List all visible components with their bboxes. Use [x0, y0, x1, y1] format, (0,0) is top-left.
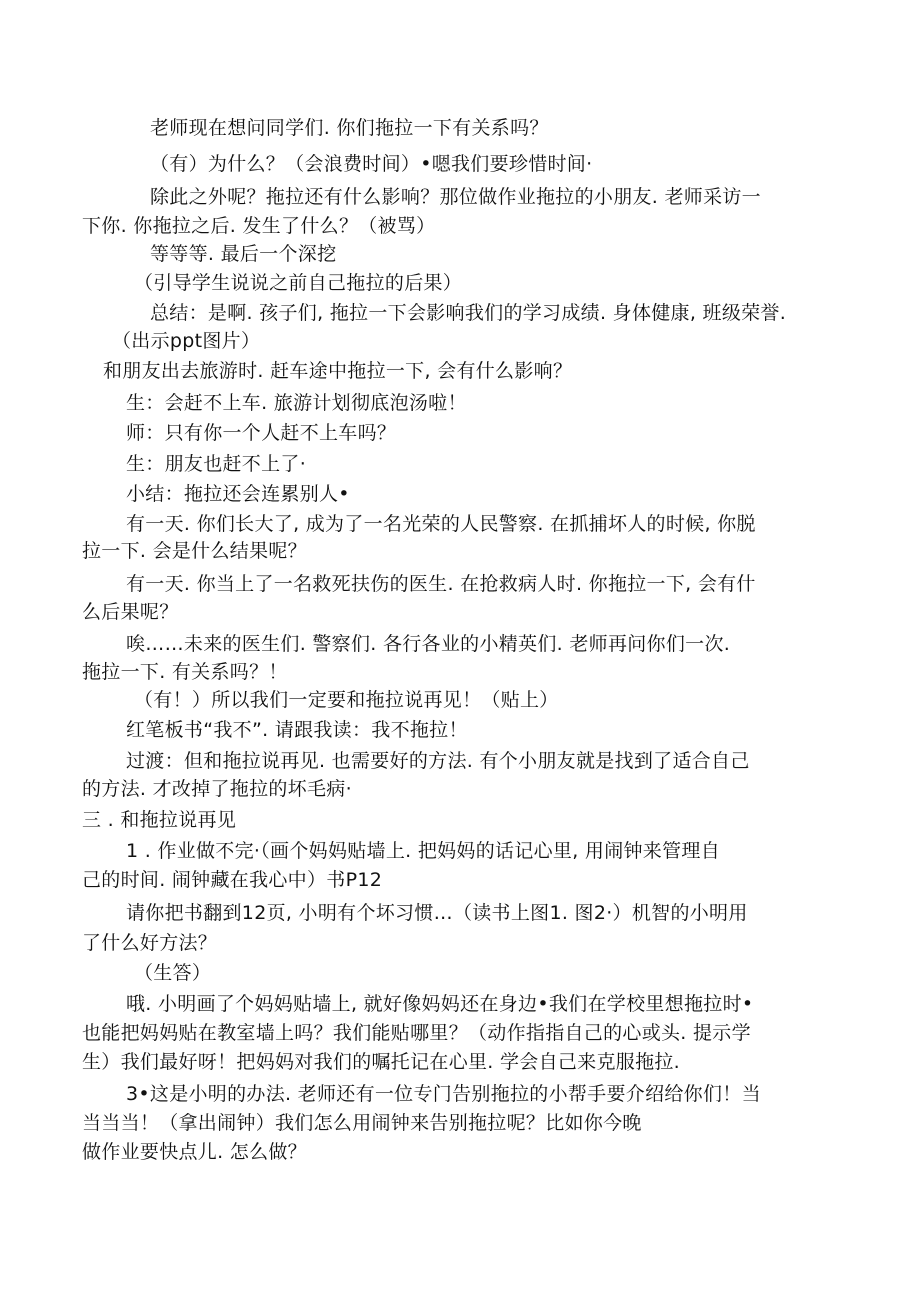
text-line: 总结：是啊. 孩子们, 拖拉一下会影响我们的学习成绩. 身体健康, 班级荣誉. [150, 302, 787, 324]
text-line: 唉……未来的医生们. 警察们. 各行各业的小精英们. 老师再问你们一次. [126, 633, 731, 655]
text-line: 也能把妈妈贴在教室墙上吗？我们能贴哪里？（动作指指自己的心或头. 提示学 [82, 1022, 751, 1044]
text-line: 有一天. 你们长大了, 成为了一名光荣的人民警察. 在抓捕坏人的时候, 你脱 [126, 513, 756, 535]
text-line: 等等等. 最后一个深挖 [150, 243, 337, 265]
text-line: 生）我们最好呀！把妈妈对我们的嘱托记在心里. 学会自己来克服拖拉. [82, 1051, 681, 1073]
text-line: （生答） [134, 962, 212, 984]
text-line: 师：只有你一个人赶不上车吗？ [126, 422, 397, 444]
text-line: 生：会赶不上车. 旅游计划彻底泡汤啦！ [126, 392, 467, 414]
text-line: 1 . 作业做不完·（画个妈妈贴墙上. 把妈妈的话记心里, 用闹钟来管理自 [126, 840, 721, 862]
text-line: 下你. 你拖拉之后. 发生了什么？（被骂） [82, 215, 436, 237]
text-line: 红笔板书“我不”. 请跟我读：我不拖拉！ [126, 719, 468, 741]
text-line: 当当当！（拿出闹钟）我们怎么用闹钟来告别拖拉呢？比如你今晚 [82, 1112, 642, 1134]
text-line: 己的时间. 闹钟藏在我心中）书P12 [82, 869, 383, 891]
text-line: 过渡：但和拖拉说再见. 也需要好的方法. 有个小朋友就是找到了适合自己 [126, 750, 750, 772]
text-line: （出示ppt图片） [112, 330, 261, 352]
text-line: （有）为什么？（会浪费时间）•嗯我们要珍惜时间· [150, 153, 593, 175]
text-line: （引导学生说说之前自己拖拉的后果） [134, 272, 463, 294]
text-line: 3•这是小明的办法. 老师还有一位专门告别拖拉的小帮手要介绍给你们！当 [126, 1083, 761, 1105]
text-line: （有！）所以我们一定要和拖拉说再见！（贴上） [134, 689, 559, 711]
text-line: 拖拉一下. 有关系吗？！ [82, 661, 288, 683]
text-line: 做作业要快点儿. 怎么做？ [82, 1141, 307, 1163]
text-line: 和朋友出去旅游时. 赶车途中拖拉一下, 会有什么影响？ [103, 360, 573, 382]
text-line: 请你把书翻到12页, 小明有个坏习惯…（读书上图1. 图2·）机智的小明用 [126, 902, 748, 924]
text-line: 拉一下. 会是什么结果呢？ [82, 540, 307, 562]
text-line: 生：朋友也赶不上了· [126, 453, 307, 475]
text-line: 了什么好方法？ [82, 932, 218, 954]
section-heading: 三 . 和拖拉说再见 [82, 809, 237, 831]
text-line: 有一天. 你当上了一名救死扶伤的医生. 在抢救病人时. 你拖拉一下, 会有什 [126, 573, 756, 595]
text-line: 老师现在想问同学们. 你们拖拉一下有关系吗？ [150, 117, 549, 139]
text-line: 除此之外呢？拖拉还有什么影响？那位做作业拖拉的小朋友. 老师采访一 [150, 186, 761, 208]
text-line: 小结：拖拉还会连累别人• [126, 483, 350, 505]
text-line: 么后果呢？ [82, 601, 179, 623]
text-line: 哦. 小明画了个妈妈贴墙上, 就好像妈妈还在身边•我们在学校里想拖拉时• [126, 993, 754, 1015]
text-line: 的方法. 才改掉了拖拉的坏毛病· [82, 778, 352, 800]
